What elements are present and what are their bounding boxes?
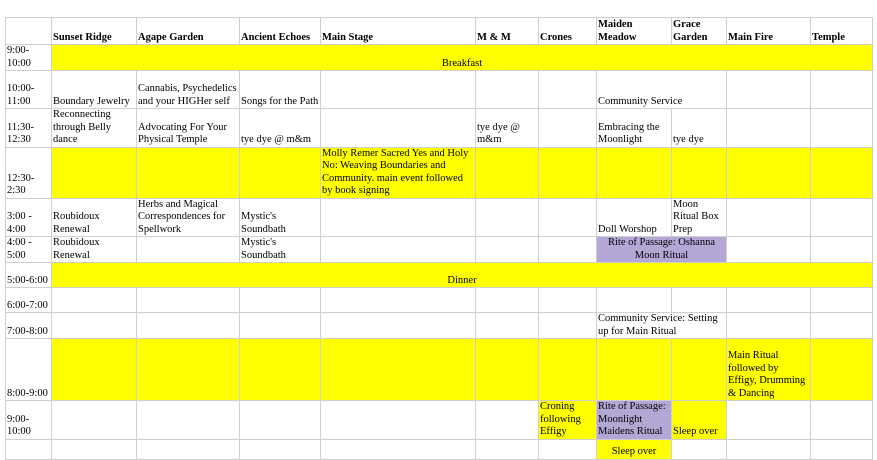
empty-cell [240,313,321,339]
empty-cell [240,439,321,459]
empty-cell [52,401,137,440]
schedule-row [6,339,873,401]
event-cell: Herbs and Magical Correspondences for Spellwork [137,198,240,237]
event-cell: Embracing the Moonlight [597,109,672,148]
event-cell: Croning following Effigy [539,401,597,440]
empty-cell [539,313,597,339]
event-cell: Moon Ritual Box Prep [672,198,727,237]
header-grace-garden: Grace Garden [672,18,727,45]
empty-cell [476,147,539,198]
time-cell [6,439,52,459]
header-ancient-echoes: Ancient Echoes [240,18,321,45]
empty-cell [672,147,727,198]
time-cell: 5:00-6:00 [6,263,52,288]
event-cell: Breakfast [52,45,873,71]
time-cell: 11:30-12:30 [6,109,52,148]
empty-cell [52,147,137,198]
header-row [6,18,873,45]
empty-cell [137,313,240,339]
time-cell: 10:00-11:00 [6,71,52,109]
empty-cell [52,339,137,401]
empty-cell [597,339,672,401]
header-agape-garden: Agape Garden [137,18,240,45]
schedule-row [6,288,873,313]
time-cell: 4:00 - 5:00 [6,237,52,263]
empty-cell [727,288,811,313]
event-cell: Roubidoux Renewal [52,198,137,237]
empty-cell [727,401,811,440]
header-time [6,18,52,45]
empty-cell [811,147,873,198]
empty-cell [476,71,539,109]
empty-cell [727,147,811,198]
empty-cell [476,339,539,401]
empty-cell [597,147,672,198]
event-cell: Community Service [597,71,727,109]
event-cell: Advocating For Your Physical Temple [137,109,240,148]
time-cell: 6:00-7:00 [6,288,52,313]
empty-cell [811,401,873,440]
empty-cell [597,288,672,313]
empty-cell [811,313,873,339]
time-cell: 9:00-10:00 [6,401,52,440]
header-m-and-m: M & M [476,18,539,45]
schedule-row [6,313,873,339]
schedule-row [6,109,873,148]
event-cell: Community Service: Setting up for Main Ritual [597,313,727,339]
empty-cell [539,339,597,401]
schedule-row [6,71,873,109]
empty-cell [321,71,476,109]
event-cell: Molly Remer Sacred Yes and Holy No: Weaving Boundaries and Community. main event followed by book signing [321,147,476,198]
empty-cell [539,109,597,148]
event-cell: Sleep over [672,401,727,440]
empty-cell [727,71,811,109]
empty-cell [52,313,137,339]
event-cell: tye dye @ m&m [240,109,321,148]
empty-cell [539,237,597,263]
time-cell: 12:30-2:30 [6,147,52,198]
empty-cell [321,288,476,313]
empty-cell [321,313,476,339]
header-crones: Crones [539,18,597,45]
empty-cell [672,439,727,459]
empty-cell [811,71,873,109]
header-main-stage: Main Stage [321,18,476,45]
empty-cell [727,109,811,148]
empty-cell [811,198,873,237]
empty-cell [476,198,539,237]
empty-cell [811,109,873,148]
time-cell: 3:00 - 4:00 [6,198,52,237]
empty-cell [240,339,321,401]
empty-cell [811,339,873,401]
event-cell: tye dye [672,109,727,148]
event-cell: Boundary Jewelry [52,71,137,109]
empty-cell [539,71,597,109]
schedule-table [5,17,873,460]
empty-cell [321,339,476,401]
schedule-row [6,439,873,459]
event-cell: Mystic's Soundbath [240,198,321,237]
empty-cell [672,288,727,313]
empty-cell [321,439,476,459]
empty-cell [727,198,811,237]
schedule-row [6,147,873,198]
empty-cell [476,439,539,459]
empty-cell [539,439,597,459]
schedule-row [6,237,873,263]
empty-cell [321,401,476,440]
empty-cell [321,109,476,148]
event-cell: Doll Worshop [597,198,672,237]
event-cell: Dinner [52,263,873,288]
schedule-row [6,198,873,237]
empty-cell [52,439,137,459]
event-cell: Main Ritual followed by Effigy, Drumming & Dancing [727,339,811,401]
empty-cell [727,439,811,459]
event-cell: Roubidoux Renewal [52,237,137,263]
event-cell: Sleep over [597,439,672,459]
event-cell: Rite of Passage: Oshanna Moon Ritual [597,237,727,263]
empty-cell [321,198,476,237]
header-temple: Temple [811,18,873,45]
header-sunset-ridge: Sunset Ridge [52,18,137,45]
empty-cell [727,313,811,339]
empty-cell [476,401,539,440]
empty-cell [137,439,240,459]
event-cell: Mystic's Soundbath [240,237,321,263]
event-cell: Reconnecting through Belly dance [52,109,137,148]
empty-cell [137,237,240,263]
empty-cell [321,237,476,263]
event-cell: Cannabis, Psychedelics and your HIGHer self [137,71,240,109]
empty-cell [727,237,811,263]
schedule-body [6,45,873,460]
empty-cell [137,401,240,440]
event-cell: Rite of Passage: Moonlight Maidens Ritual [597,401,672,440]
empty-cell [539,198,597,237]
event-cell: Songs for the Path [240,71,321,109]
schedule-row [6,401,873,440]
time-cell: 8:00-9:00 [6,339,52,401]
empty-cell [137,339,240,401]
empty-cell [811,288,873,313]
empty-cell [240,147,321,198]
empty-cell [539,288,597,313]
empty-cell [137,288,240,313]
empty-cell [476,288,539,313]
time-cell: 7:00-8:00 [6,313,52,339]
empty-cell [137,147,240,198]
empty-cell [539,147,597,198]
empty-cell [476,237,539,263]
empty-cell [240,288,321,313]
empty-cell [240,401,321,440]
schedule-row [6,45,873,71]
header-maiden-meadow: Maiden Meadow [597,18,672,45]
empty-cell [811,237,873,263]
time-cell: 9:00-10:00 [6,45,52,71]
header-main-fire: Main Fire [727,18,811,45]
empty-cell [672,339,727,401]
schedule-row [6,263,873,288]
empty-cell [811,439,873,459]
empty-cell [52,288,137,313]
empty-cell [476,313,539,339]
event-cell: tye dye @ m&m [476,109,539,148]
